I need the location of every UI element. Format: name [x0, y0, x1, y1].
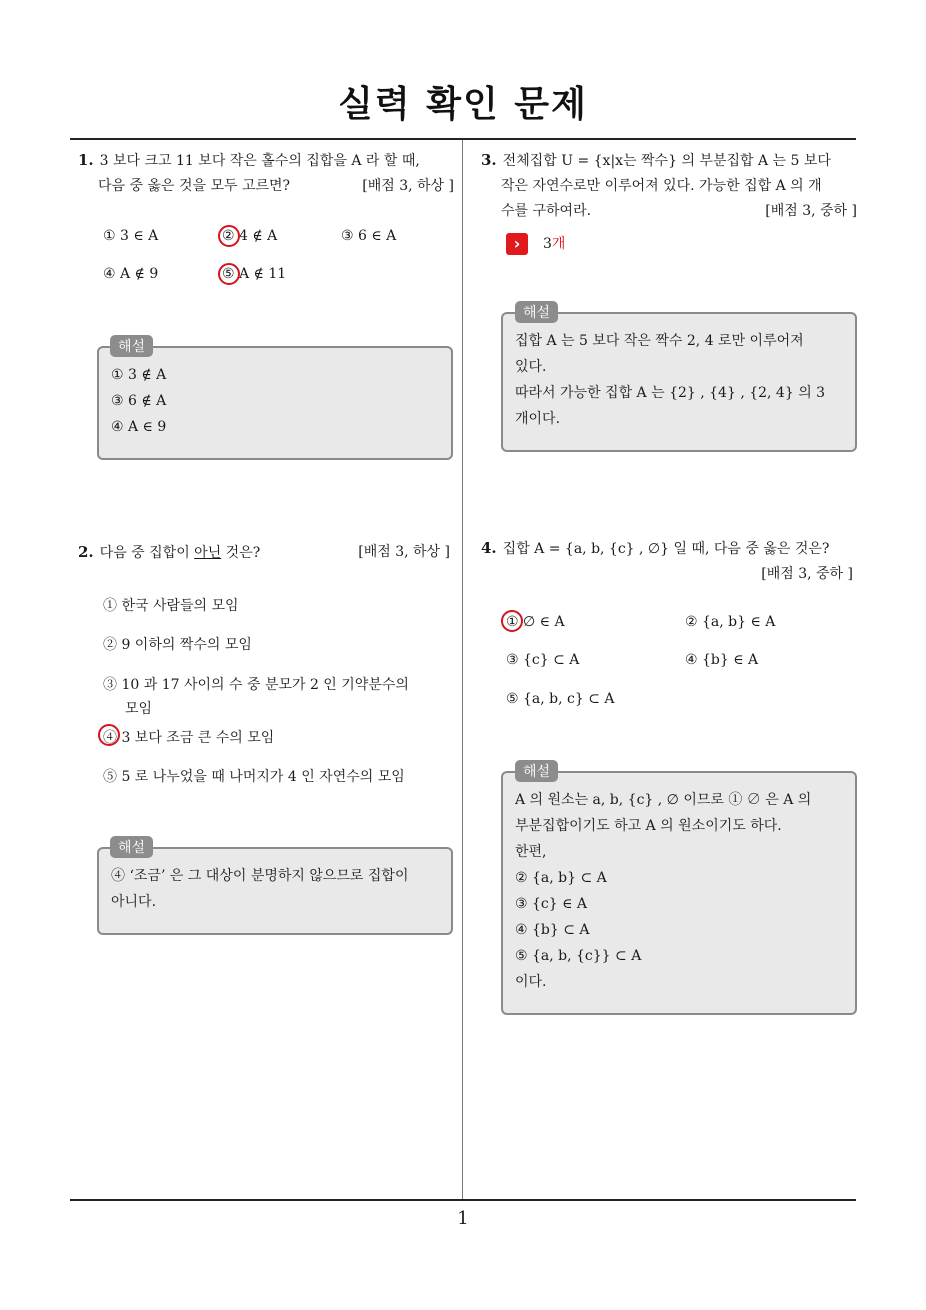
question-meta: [배점 3, 중하 ]: [765, 203, 857, 219]
option-1[interactable]: ① 한국 사람들의 모임: [103, 598, 239, 614]
question-number: 3.: [481, 151, 497, 169]
question-text: 다음 중 집합이: [99, 545, 195, 561]
explanation-line: ① 3 ∉ A: [111, 367, 167, 383]
explanation-tag: 해설: [110, 335, 153, 357]
question-meta: [배점 3, 중하 ]: [761, 566, 853, 582]
selected-answer-circle: [218, 263, 240, 285]
explanation-tag: 해설: [515, 760, 558, 782]
answer: [543, 233, 565, 253]
top-rule: [70, 138, 856, 140]
explanation-tag: 해설: [110, 836, 153, 858]
bottom-rule: [70, 1199, 856, 1201]
explanation-line: A 의 원소는 a, b, {c} , ∅ 이므로 ① ∅ 은 A 의: [515, 792, 812, 808]
selected-answer-circle: [98, 724, 120, 746]
option-2[interactable]: ② 9 이하의 짝수의 모임: [103, 637, 252, 653]
question-1: [78, 148, 454, 199]
explanation-box: [501, 312, 857, 452]
explanation-line: 이다.: [515, 974, 547, 990]
selected-answer-circle: [501, 610, 523, 632]
question-text: 다음 중 옳은 것을 모두 고르면?: [98, 178, 291, 194]
explanation-line: ③ 6 ∉ A: [111, 393, 167, 409]
explanation-line: ④ {b} ⊂ A: [515, 922, 590, 938]
question-meta: [배점 3, 하상 ]: [362, 178, 454, 194]
question-number: 1.: [78, 151, 94, 169]
answer-value: 3: [543, 236, 552, 252]
explanation-box: [501, 771, 857, 1015]
question-text: 것은?: [221, 545, 261, 561]
question-number: 4.: [481, 539, 497, 557]
question-text-underlined: 아닌: [194, 545, 222, 561]
option-3[interactable]: ③ 6 ∈ A: [341, 228, 397, 244]
option-3[interactable]: ③ 10 과 17 사이의 수 중 분모가 2 인 기약분수의: [103, 677, 409, 693]
option-2[interactable]: ② {a, b} ∈ A: [685, 614, 776, 630]
question-4: [481, 536, 857, 587]
option-3-continued: 모임: [125, 701, 153, 717]
question-text: 집합 A = {a, b, {c} , ∅} 일 때, 다음 중 옳은 것은?: [502, 541, 830, 557]
explanation-line: 한편,: [515, 844, 547, 860]
explanation-line: ④ A ∈ 9: [111, 419, 167, 435]
explanation-box: [97, 346, 453, 460]
option-1[interactable]: ① ∅ ∈ A: [506, 614, 565, 630]
selected-answer-circle: [218, 225, 240, 247]
option-5[interactable]: ⑤ A ∉ 11: [222, 266, 287, 282]
explanation-line: 개이다.: [515, 411, 561, 427]
question-text: 3 보다 크고 11 보다 작은 홀수의 집합을 A 라 할 때,: [99, 153, 420, 169]
explanation-line: 있다.: [515, 359, 547, 375]
explanation-line: ⑤ {a, b, {c}} ⊂ A: [515, 948, 642, 964]
explanation-line: ④ ‘조금’ 은 그 대상이 분명하지 않으므로 집합이: [111, 868, 409, 884]
question-text: 수를 구하여라.: [501, 203, 592, 219]
chevron-right-icon: ›: [506, 233, 528, 255]
option-1[interactable]: ① 3 ∈ A: [103, 228, 159, 244]
question-meta: [배점 3, 하상 ]: [358, 544, 450, 560]
explanation-tag: 해설: [515, 301, 558, 323]
option-4[interactable]: ④ A ∉ 9: [103, 266, 159, 282]
option-5[interactable]: ⑤ 5 로 나누었을 때 나머지가 4 인 자연수의 모임: [103, 769, 405, 785]
option-4[interactable]: ④ {b} ∈ A: [685, 652, 759, 668]
explanation-line: ② {a, b} ⊂ A: [515, 870, 607, 886]
question-2: [78, 540, 450, 566]
column-divider: [462, 140, 463, 1200]
answer-unit: 개: [551, 236, 566, 252]
question-number: 2.: [78, 543, 94, 561]
option-5[interactable]: ⑤ {a, b, c} ⊂ A: [506, 691, 615, 707]
page-title: 실력 확인 문제: [338, 84, 588, 125]
question-3: [481, 148, 857, 224]
question-text: 작은 자연수로만 이루어져 있다. 가능한 집합 A 의 개: [501, 178, 822, 194]
explanation-line: ③ {c} ∈ A: [515, 896, 588, 912]
option-2[interactable]: ② 4 ∉ A: [222, 228, 278, 244]
explanation-line: 부분집합이기도 하고 A 의 원소이기도 하다.: [515, 818, 782, 834]
explanation-line: 아니다.: [111, 894, 157, 910]
option-3[interactable]: ③ {c} ⊂ A: [506, 652, 580, 668]
page-number: 1: [457, 1208, 469, 1229]
explanation-line: 집합 A 는 5 보다 작은 짝수 2, 4 로만 이루어져: [515, 333, 804, 349]
question-text: 전체집합 U = {x|x는 짝수} 의 부분집합 A 는 5 보다: [502, 153, 831, 169]
explanation-box: [97, 847, 453, 935]
explanation-line: 따라서 가능한 집합 A 는 {2} , {4} , {2, 4} 의 3: [515, 385, 826, 401]
option-4[interactable]: ④ 3 보다 조금 큰 수의 모임: [103, 730, 275, 746]
